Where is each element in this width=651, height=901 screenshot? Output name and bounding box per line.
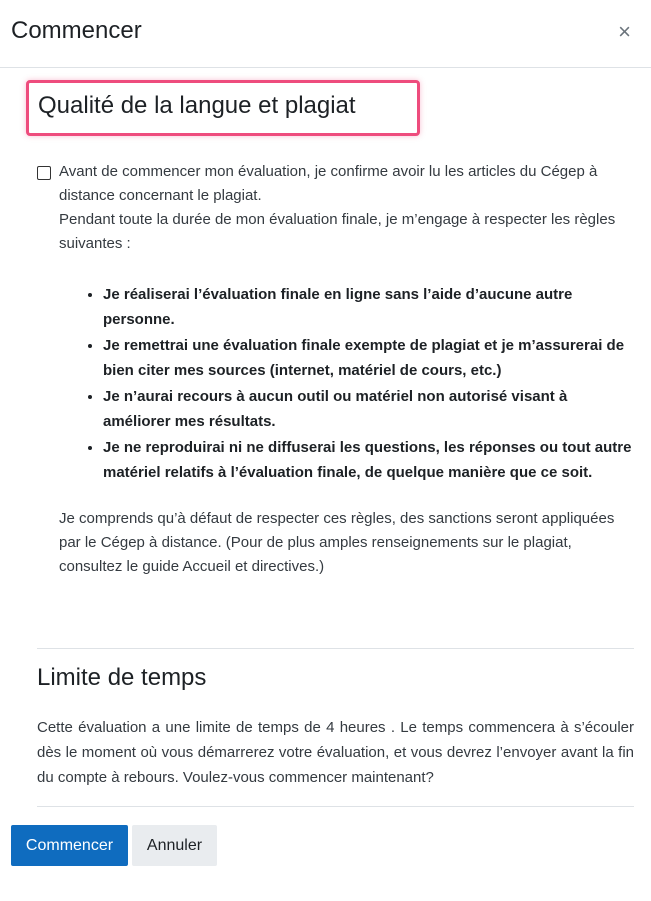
divider: [37, 648, 634, 649]
section-title-plagiarism: Qualité de la langue et plagiat: [38, 92, 356, 119]
close-icon[interactable]: ×: [618, 19, 631, 44]
consent-text: [59, 160, 637, 256]
list-item: • Je réaliserai l’évaluation finale en ligne sans l’aide d’aucune autre personne.: [103, 282, 637, 332]
cancel-button[interactable]: Annuler: [132, 825, 217, 866]
list-item: • Je ne reproduirai ni ne diffuserai les questions, les réponses ou tout autre matériel relatifs à l’évaluation finale, de quelque manière que ce soit.: [103, 435, 637, 485]
dialog-title: Commencer: [11, 17, 142, 44]
consent-checkbox[interactable]: [37, 166, 51, 180]
consent-footer: Je comprends qu’à défaut de respecter ces règles, des sanctions seront appliquées par le Cégep à distance. (Pour de plus amples renseignements sur le plagiat, consultez le guide Accueil et directives.): [59, 510, 615, 575]
consent-intro: Avant de commencer mon évaluation, je confirme avoir lu les articles du Cégep à distance concernant le plagiat.: [59, 163, 598, 204]
divider: [37, 806, 634, 807]
dialog-header: [0, 0, 651, 68]
list-item: • Je n’aurai recours à aucun outil ou matériel non autorisé visant à améliorer mes résultats.: [103, 384, 637, 434]
rules-list: [59, 282, 637, 485]
list-item: • Je remettrai une évaluation finale exempte de plagiat et je m’assurerai de bien citer mes sources (internet, matériel de cours, etc.): [103, 333, 637, 383]
consent-block: [37, 160, 637, 579]
consent-intro-2: Pendant toute la durée de mon évaluation finale, je m’engage à respecter les règles suivantes :: [59, 211, 616, 252]
start-button[interactable]: Commencer: [11, 825, 128, 866]
section-title-time-limit: Limite de temps: [37, 664, 207, 691]
time-limit-text: Cette évaluation a une limite de temps de 4 heures . Le temps commencera à s’écouler dès le moment où vous démarrerez votre évaluation, et vous devrez l’envoyer avant la fin du compte à rebours. Voulez-vous commencer maintenant?: [37, 719, 634, 786]
